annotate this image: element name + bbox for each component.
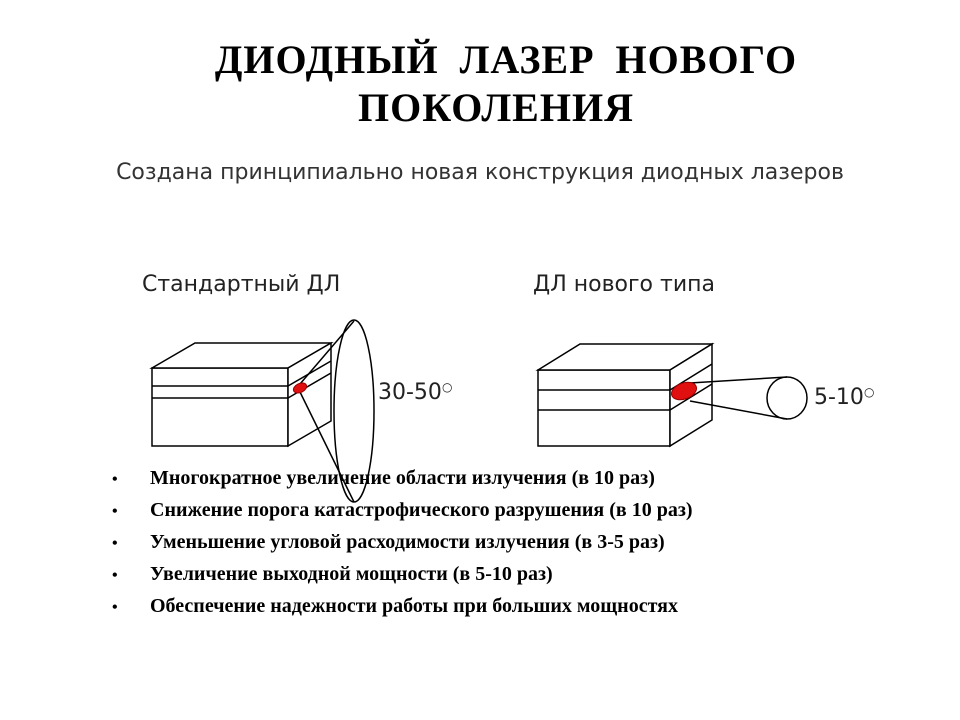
new-type-divergence-angle xyxy=(814,385,874,410)
title-line-1: ДИОДНЫЙ ЛАЗЕР НОВОГО xyxy=(214,37,798,82)
subtitle: Создана принципиально новая конструкция диодных лазеров xyxy=(116,160,844,185)
bullet-icon: • xyxy=(112,599,118,616)
bullet-icon: • xyxy=(112,535,118,552)
standard-angle-value: 30-50 xyxy=(378,380,442,405)
standard-laser-block xyxy=(152,343,331,446)
list-item: • Снижение порога катастрофического разрушения (в 10 раз) xyxy=(112,494,693,526)
standard-laser-label: Стандартный ДЛ xyxy=(142,272,341,297)
bullet-icon: • xyxy=(112,567,118,584)
degree-symbol: ○ xyxy=(441,380,453,394)
bullet-icon: • xyxy=(112,503,118,520)
list-item: • Увеличение выходной мощности (в 5-10 раз) xyxy=(112,558,693,590)
title-line-2: ПОКОЛЕНИЯ xyxy=(358,85,634,130)
bullet-icon: • xyxy=(112,471,118,488)
new-type-angle-value: 5-10 xyxy=(814,385,864,410)
list-item: • Уменьшение угловой расходимости излучения (в 3-5 раз) xyxy=(112,526,693,558)
degree-symbol: ○ xyxy=(863,385,875,399)
new-type-laser-label: ДЛ нового типа xyxy=(533,272,715,297)
standard-divergence-angle xyxy=(378,380,452,405)
list-item: • Многократное увеличение области излучения (в 10 раз) xyxy=(112,462,693,494)
list-item: • Обеспечение надежности работы при больших мощностях xyxy=(112,590,693,622)
advantages-list xyxy=(112,462,693,622)
